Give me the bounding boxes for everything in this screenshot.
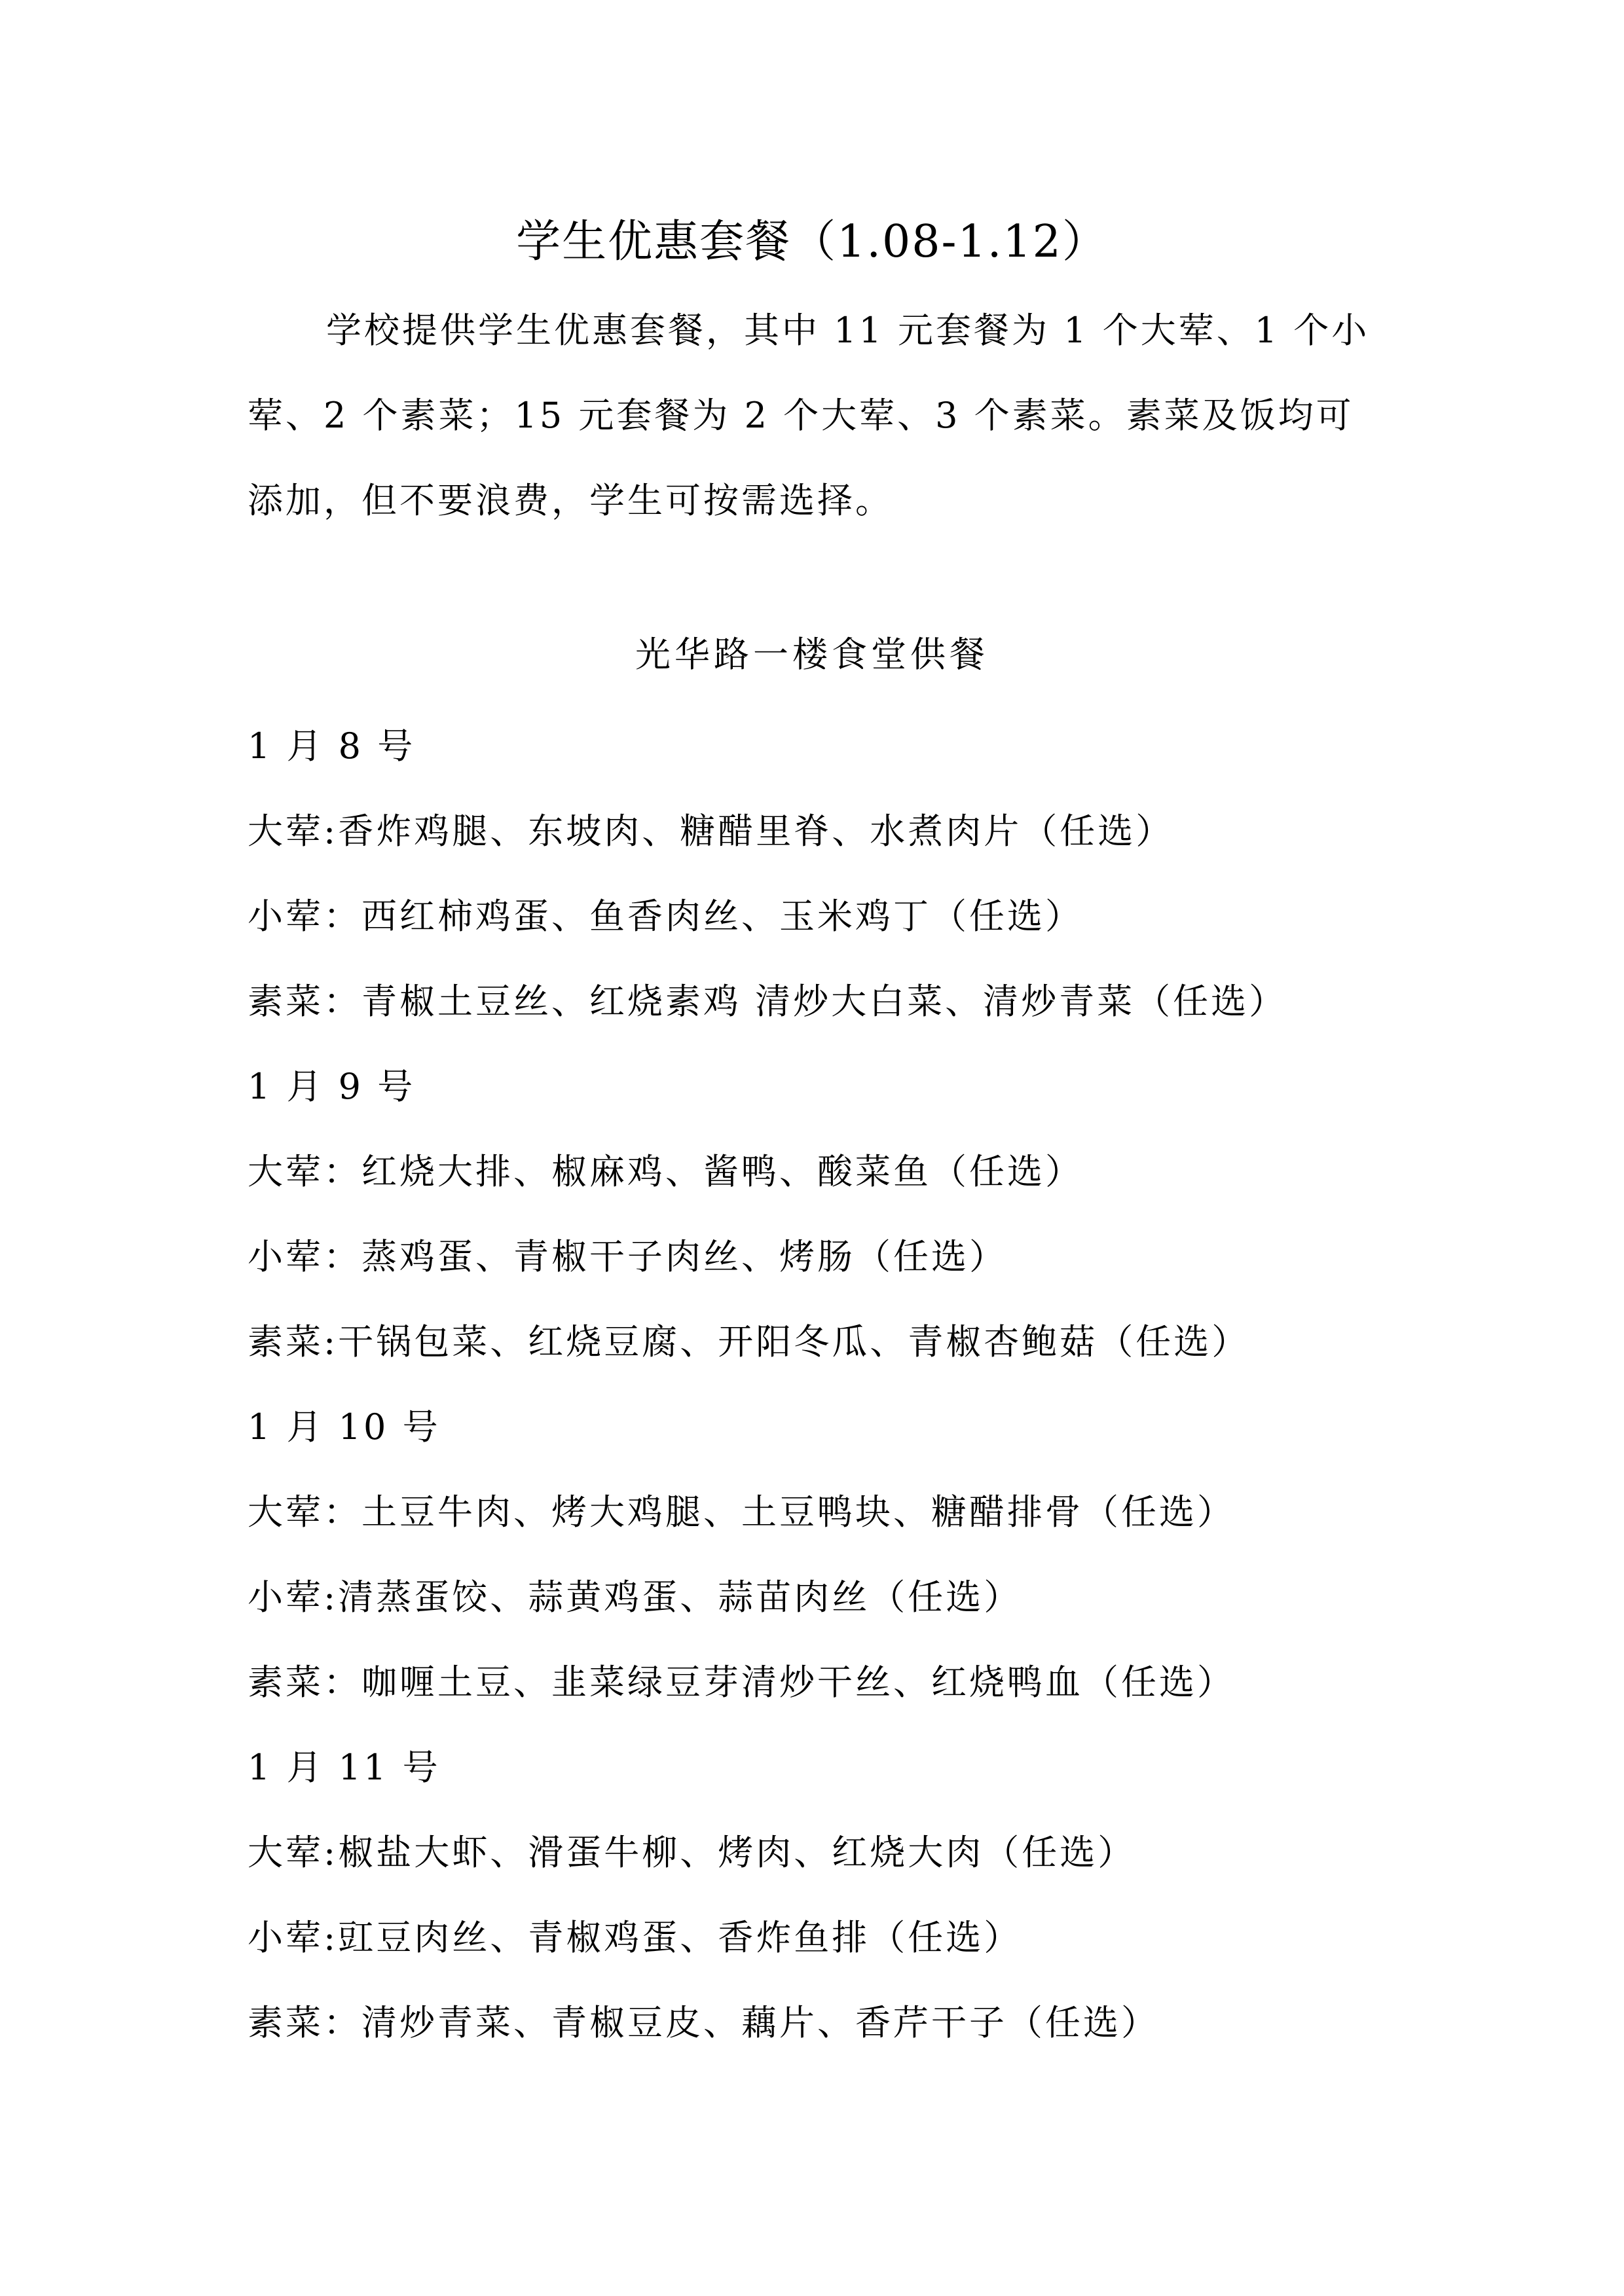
small-meat-line: 小荤：蒸鸡蛋、青椒干子肉丝、烤肠（任选） bbox=[248, 1236, 1007, 1277]
day-date: 1 月 9 号 bbox=[248, 1066, 416, 1107]
vegetable-line: 素菜：咖喱土豆、韭菜绿豆芽清炒干丝、红烧鸭血（任选） bbox=[248, 1662, 1235, 1703]
section-title: 光华路一楼食堂供餐 bbox=[635, 634, 989, 675]
big-meat-line: 大荤:香炸鸡腿、东坡肉、糖醋里脊、水煮肉片（任选） bbox=[248, 811, 1174, 852]
big-meat-line: 大荤:椒盐大虾、滑蛋牛柳、烤肉、红烧大肉（任选） bbox=[248, 1832, 1136, 1873]
menu-list bbox=[248, 720, 1426, 2082]
vegetable-line: 素菜：青椒土豆丝、红烧素鸡 清炒大白菜、清炒青菜（任选） bbox=[248, 981, 1287, 1022]
small-meat-line: 小荤：西红柿鸡蛋、鱼香肉丝、玉米鸡丁（任选） bbox=[248, 896, 1083, 937]
small-meat-line: 小荤:豇豆肉丝、青椒鸡蛋、香炸鱼排（任选） bbox=[248, 1917, 1022, 1958]
intro-paragraph: 学校提供学生优惠套餐，其中 11 元套餐为 1 个大荤、1 个小荤、2 个素菜；15 元套餐为 2 个大荤、3 个素菜。素菜及饭均可添加，但不要浪费，学生可按需选择。 bbox=[248, 310, 1370, 521]
day-date: 1 月 11 号 bbox=[248, 1747, 441, 1788]
big-meat-line: 大荤：土豆牛肉、烤大鸡腿、土豆鸭块、糖醋排骨（任选） bbox=[248, 1491, 1235, 1533]
vegetable-line: 素菜：清炒青菜、青椒豆皮、藕片、香芹干子（任选） bbox=[248, 2002, 1159, 2043]
day-date: 1 月 8 号 bbox=[248, 725, 416, 767]
page-title: 学生优惠套餐（1.08-1.12） bbox=[516, 216, 1108, 268]
small-meat-line: 小荤:清蒸蛋饺、蒜黄鸡蛋、蒜苗肉丝（任选） bbox=[248, 1576, 1022, 1618]
vegetable-line: 素菜:干锅包菜、红烧豆腐、开阳冬瓜、青椒杏鲍菇（任选） bbox=[248, 1321, 1250, 1362]
day-date: 1 月 10 号 bbox=[248, 1406, 441, 1448]
big-meat-line: 大荤：红烧大排、椒麻鸡、酱鸭、酸菜鱼（任选） bbox=[248, 1151, 1083, 1192]
